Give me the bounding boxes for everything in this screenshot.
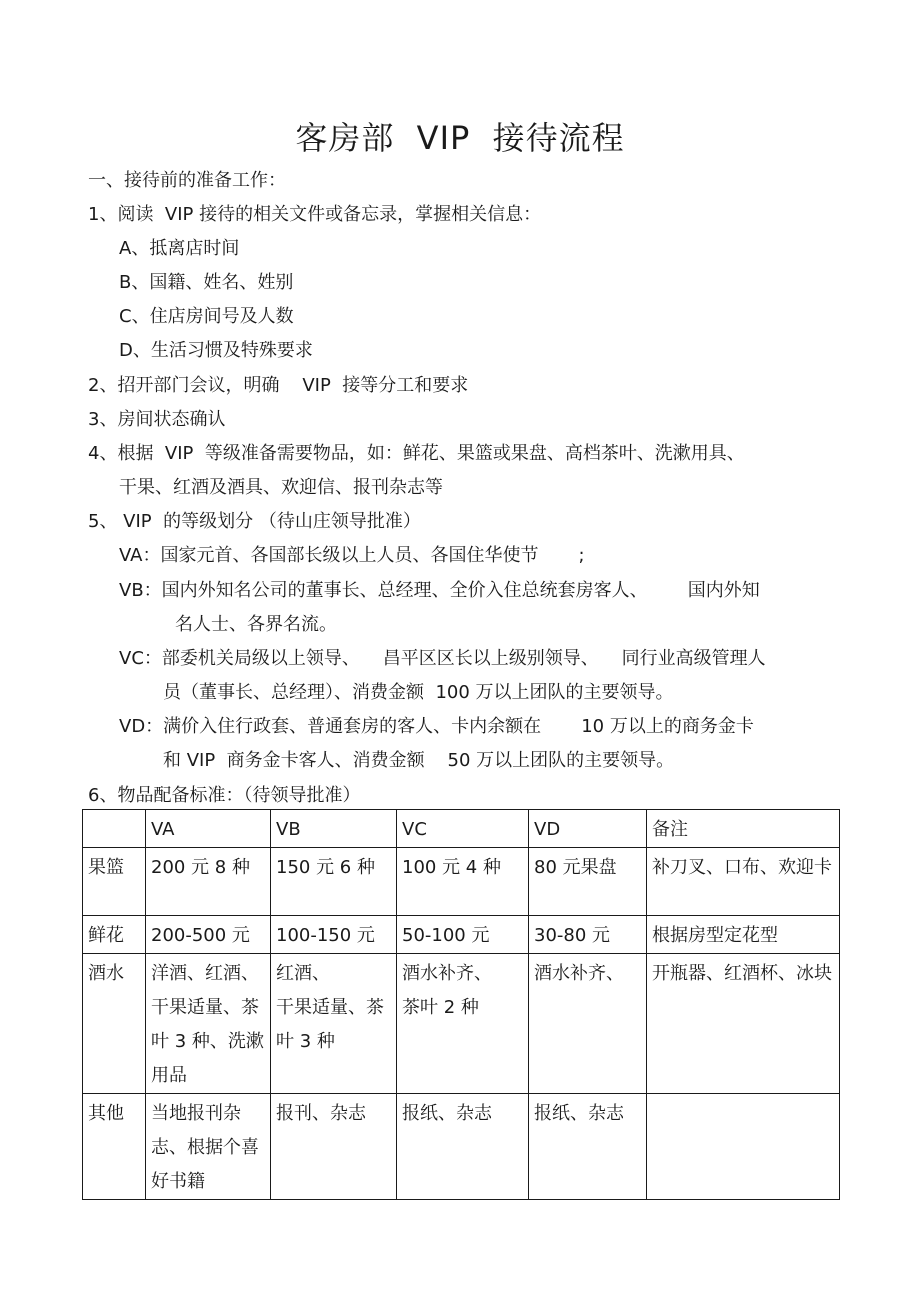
table-cell: 80 元果盘 <box>529 848 647 916</box>
sub-item-a: A、抵离店时间 <box>119 238 240 259</box>
table-header-cell: VD <box>529 810 647 848</box>
table-cell: 当地报刊杂志、根据个喜好书籍 <box>146 1094 271 1200</box>
table-header-cell: VA <box>146 810 271 848</box>
table-cell: 50-100 元 <box>397 916 529 954</box>
table-cell: 100-150 元 <box>271 916 397 954</box>
vip-level-vc-continued: 员（董事长、总经理）、消费金额 100 万以上团队的主要领导。 <box>163 682 674 703</box>
table-cell: 酒水补齐、 <box>529 954 647 1094</box>
table-cell: 开瓶器、红酒杯、冰块 <box>647 954 840 1094</box>
table-row <box>83 954 840 1094</box>
list-item-3: 3、房间状态确认 <box>88 409 226 430</box>
vip-level-vd-continued: 和 VIP 商务金卡客人、消费金额 50 万以上团队的主要领导。 <box>163 750 675 771</box>
table-cell <box>647 1094 840 1200</box>
list-item-2: 2、招开部门会议，明确 VIP 接等分工和要求 <box>88 375 469 396</box>
vip-level-va: VA：国家元首、各国部长级以上人员、各国住华使节 ; <box>119 545 585 566</box>
vip-level-vb-continued: 名人士、各界名流。 <box>175 614 337 635</box>
table-row <box>83 916 840 954</box>
table-cell: 其他 <box>83 1094 146 1200</box>
vip-level-vc: VC：部委机关局级以上领导、 昌平区区长以上级别领导、 同行业高级管理人 <box>119 648 766 669</box>
table-cell: 红酒、 干果适量、茶叶 3 种 <box>271 954 397 1094</box>
list-item-4: 4、根据 VIP 等级准备需要物品，如：鲜花、果篮或果盘、高档茶叶、洗漱用具、 <box>88 443 745 464</box>
table-header-row <box>83 810 840 848</box>
document-title: 客房部 VIP 接待流程 <box>295 119 625 157</box>
table-cell: 鲜花 <box>83 916 146 954</box>
table-cell: 报纸、杂志 <box>397 1094 529 1200</box>
table-header-cell <box>83 810 146 848</box>
table-cell: 报刊、杂志 <box>271 1094 397 1200</box>
table-header-cell: VC <box>397 810 529 848</box>
vip-level-vd: VD：满价入住行政套、普通套房的客人、卡内余额在 10 万以上的商务金卡 <box>119 716 754 737</box>
sub-item-d: D、生活习惯及特殊要求 <box>119 340 313 361</box>
section-heading-preparation: 一、接待前的准备工作： <box>88 170 286 191</box>
table-cell: 200-500 元 <box>146 916 271 954</box>
table-cell: 30-80 元 <box>529 916 647 954</box>
list-item-6: 6、物品配备标准：（待领导批准） <box>88 785 361 806</box>
list-item-5: 5、 VIP 的等级划分 （待山庄领导批准） <box>88 511 421 532</box>
table-cell: 根据房型定花型 <box>647 916 840 954</box>
list-item-4-continued: 干果、红酒及酒具、欢迎信、报刊杂志等 <box>119 477 443 498</box>
table-cell: 补刀叉、口布、欢迎卡 <box>647 848 840 916</box>
table-row <box>83 1094 840 1200</box>
table-header-cell: VB <box>271 810 397 848</box>
table-cell: 100 元 4 种 <box>397 848 529 916</box>
table-cell: 洋酒、红酒、干果适量、茶叶 3 种、洗漱用品 <box>146 954 271 1094</box>
vip-level-vb: VB：国内外知名公司的董事长、总经理、全价入住总统套房客人、 国内外知 <box>119 580 760 601</box>
table-cell: 酒水 <box>83 954 146 1094</box>
supplies-standard-table <box>82 809 840 1200</box>
list-item-1: 1、阅读 VIP 接待的相关文件或备忘录，掌握相关信息： <box>88 204 542 225</box>
table-row <box>83 848 840 916</box>
table-cell: 150 元 6 种 <box>271 848 397 916</box>
table-cell: 果篮 <box>83 848 146 916</box>
table-cell: 200 元 8 种 <box>146 848 271 916</box>
table-cell: 酒水补齐、 茶叶 2 种 <box>397 954 529 1094</box>
sub-item-c: C、住店房间号及人数 <box>119 306 294 327</box>
table-cell: 报纸、杂志 <box>529 1094 647 1200</box>
table-header-cell: 备注 <box>647 810 840 848</box>
sub-item-b: B、国籍、姓名、姓别 <box>119 272 294 293</box>
